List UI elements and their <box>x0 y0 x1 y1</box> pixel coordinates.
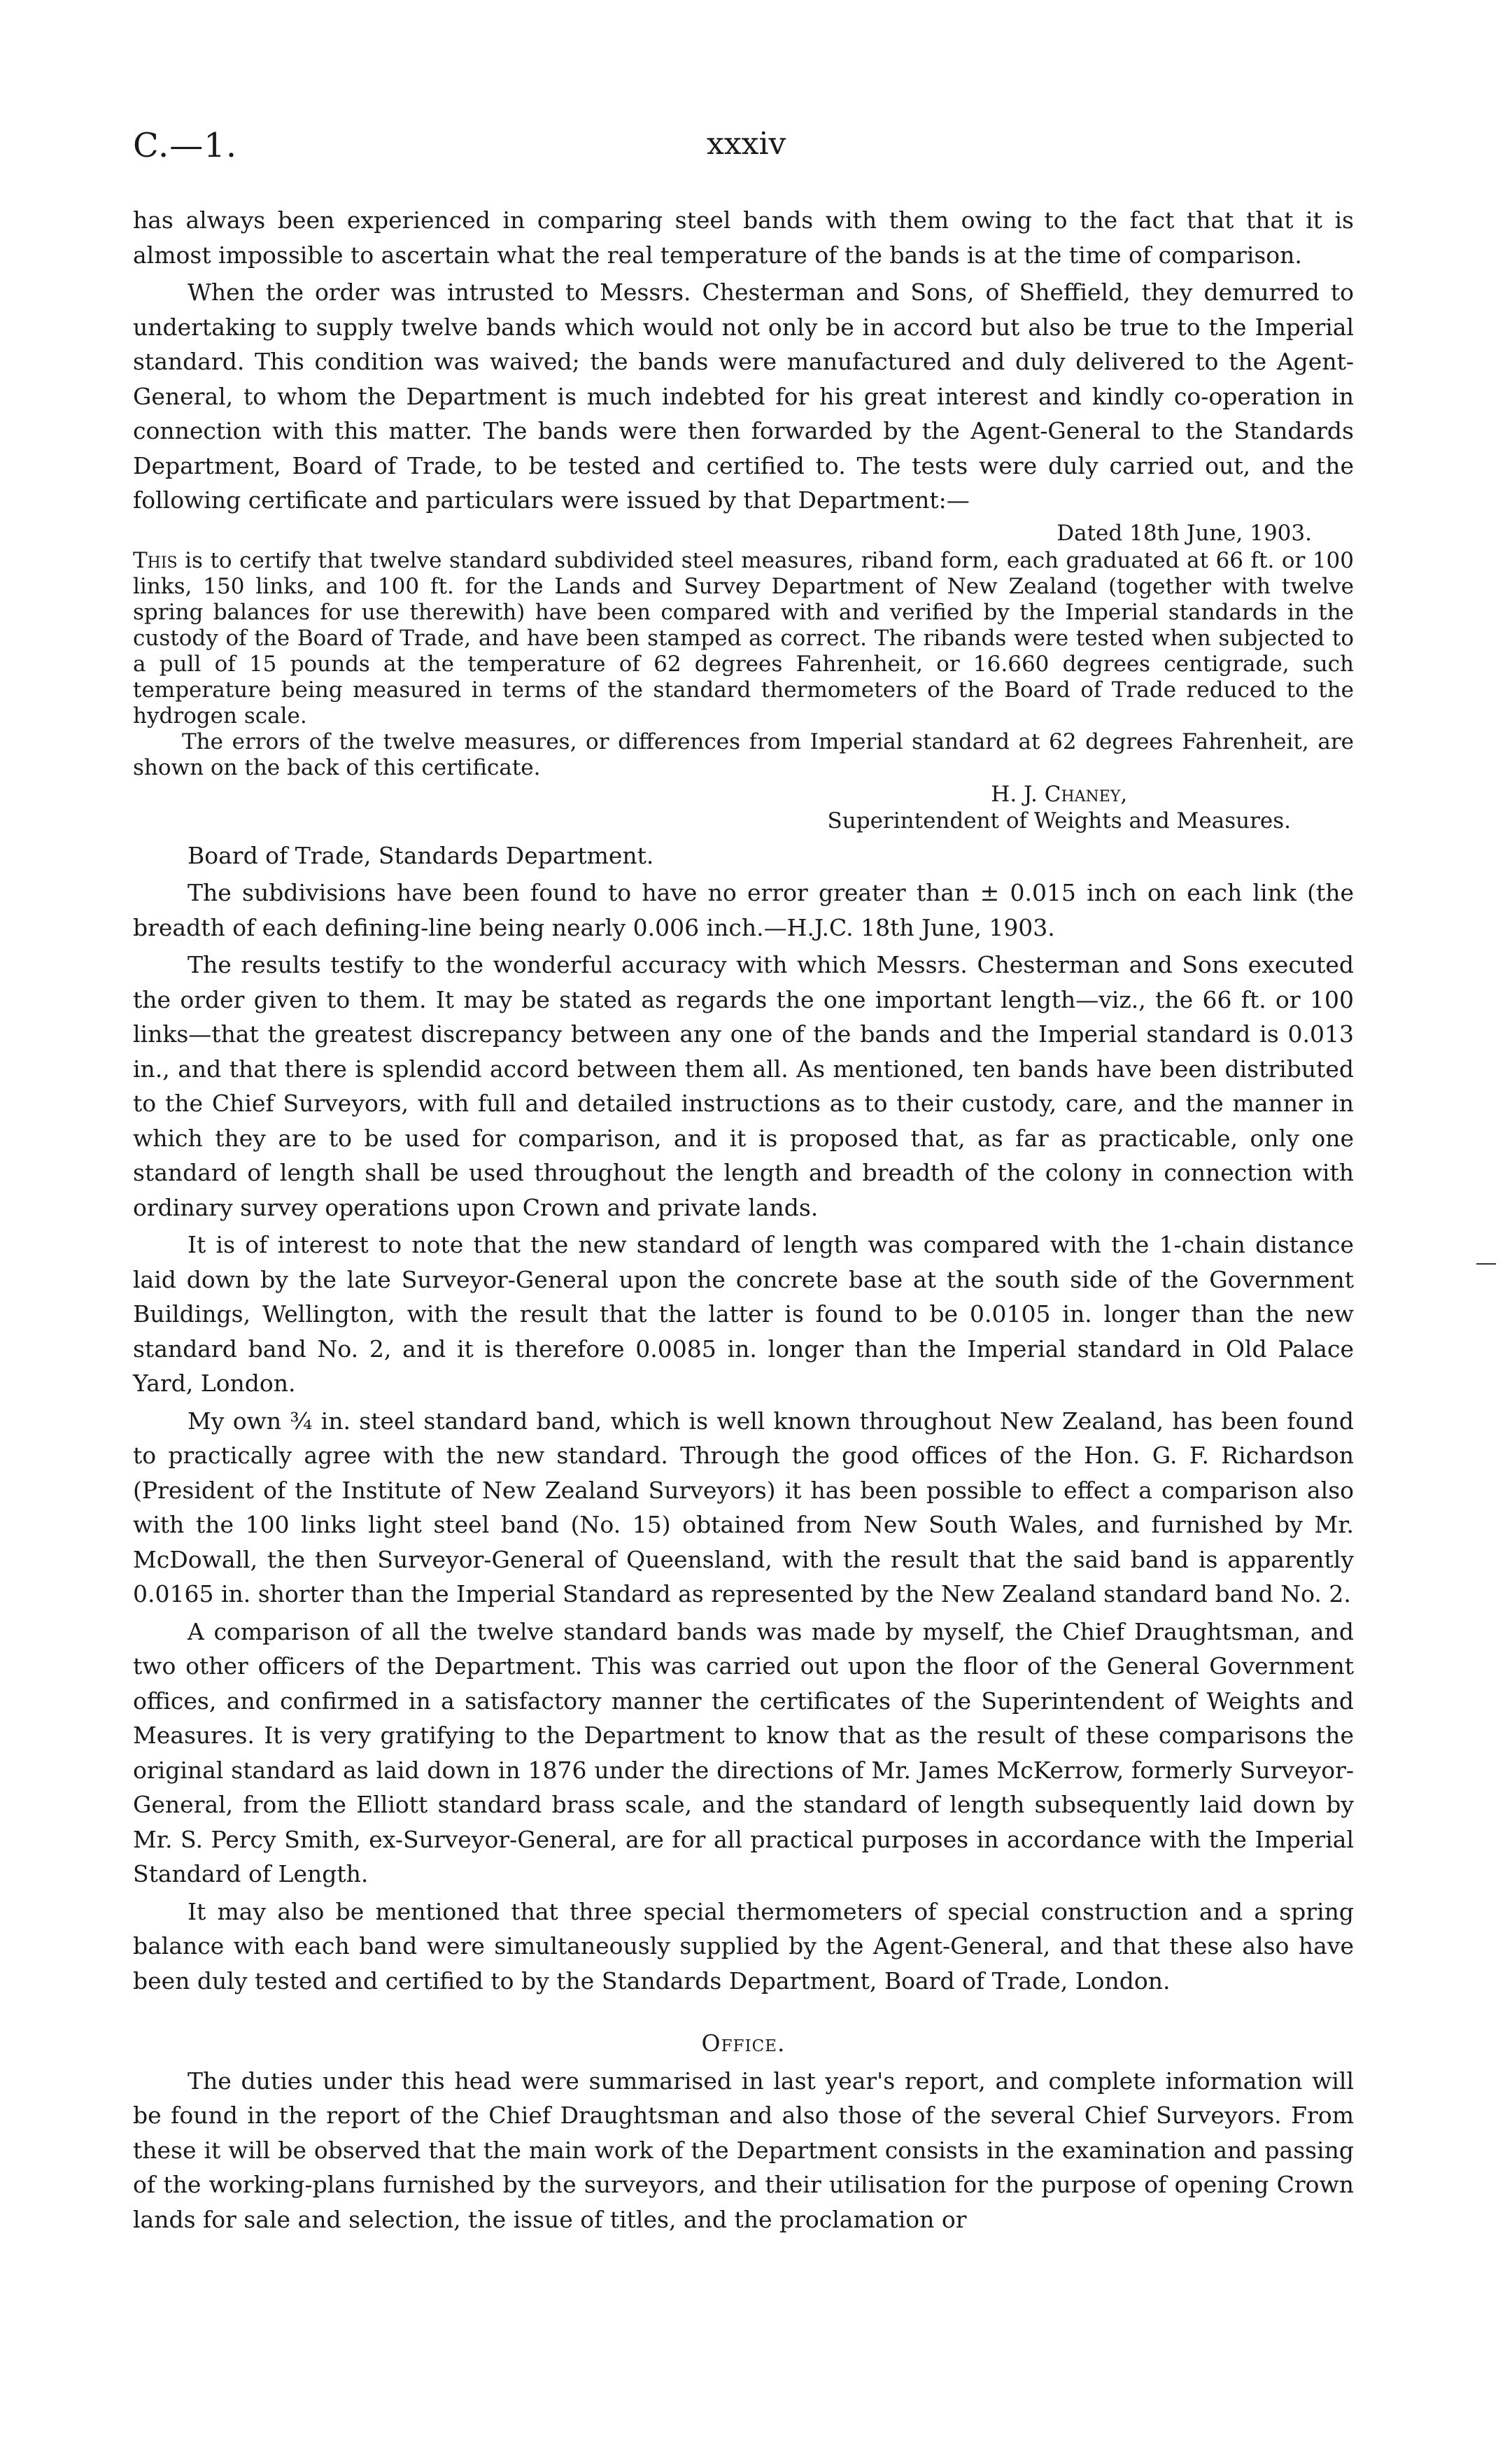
paragraph-thermometers: It may also be mentioned that three special thermometers of special construction and a spring balance with each band were simultaneously supplied by the Agent-General, and that these also have been duly tested and certified to by the Standards Department, Board of Trade, London. <box>133 1897 1354 1995</box>
page-number: xxxiv <box>707 126 786 162</box>
body-text <box>133 203 1354 2239</box>
certificate-signature <box>133 781 1354 834</box>
certificate-block <box>133 521 1354 834</box>
certificate-errors-text: The errors of the twelve measures, or differences from Imperial standard at 62 degrees Fahrenheit, are shown on the back of this certificate. <box>133 729 1354 780</box>
paragraph-results: The results testify to the wonderful accuracy with which Messrs. Chesterman and Sons executed the order given to them. It may be stated as regards the one important length—viz., the 66 ft. or 100 links—that the greatest discrepancy between any one of the bands and the Imperial standard is 0.013 in., and that there is splendid accord between them all. As mentioned, ten bands have been distributed to the Chief Surveyors, with full and detailed instructions as to their custody, care, and the manner in which they are to be used for comparison, and it is proposed that, as far as practicable, only one standard of length shall be used throughout the length and breadth of the colony in connection with ordinary survey operations upon Crown and private lands. <box>133 951 1354 1221</box>
signatory-name: H. J. Chaney, <box>991 781 1128 807</box>
certificate-text <box>133 548 1354 729</box>
paragraph-continuation: has always been experienced in comparing steel bands with them owing to the fact that that it is almost impossible to ascertain what the real temperature of the bands is at the time of comparison. <box>133 206 1354 269</box>
paragraph-office-duties: The duties under this head were summarised in last year's report, and complete information will be found in the report of the Chief Draughtsman and also those of the several Chief Surveyors. From these it will be observed that the main work of the Department consists in the examination and passing of the working-plans furnished by the surveyors, and their utilisation for the purpose of opening Crown lands for sale and selection, the issue of titles, and the proclamation or <box>133 2067 1354 2233</box>
certificate-this: This <box>133 547 178 573</box>
paragraph-twelve-bands: A comparison of all the twelve standard bands was made by myself, the Chief Draughtsman, and two other officers of the Department. This was carried out upon the floor of the General Government offices, and confirmed in a satisfactory manner the certificates of the Superintendent of Weights and Measures. It is very gratifying to the Department to know that as the result of these comparisons the original standard as laid down in 1876 under the directions of Mr. James McKerrow, formerly Surveyor-General, from the Elliott standard brass scale, and the standard of length subsequently laid down by Mr. S. Percy Smith, ex-Surveyor-General, are for all practical purposes in accordance with the Imperial Standard of Length. <box>133 1617 1354 1887</box>
section-title-office: Office. <box>701 2030 786 2057</box>
certificate-date: Dated 18th June, 1903. <box>1057 520 1312 546</box>
margin-mark <box>1476 1263 1496 1265</box>
paragraph-own-band: My own ¾ in. steel standard band, which is well known throughout New Zealand, has been found to practically agree with the new standard. Through the good offices of the Hon. G. F. Richardson (President of the Institute of New Zealand Surveyors) it has been possible to effect a comparison also with the 100 links light steel band (No. 15) obtained from New South Wales, and furnished by Mr. McDowall, the then Surveyor-General of Queensland, with the result that the said band is apparently 0.0165 in. shorter than the Imperial Standard as represented by the New Zealand standard band No. 2. <box>133 1407 1354 1608</box>
document-reference: C.—1. <box>133 126 238 165</box>
paragraph-comparison-chain: It is of interest to note that the new standard of length was compared with the 1-chain distance laid down by the late Surveyor-General upon the concrete base at the south side of the Government Buildings, Wellington, with the result that the latter is found to be 0.0105 in. longer than the new standard band No. 2, and it is therefore 0.0085 in. longer than the Imperial standard in Old Palace Yard, London. <box>133 1231 1354 1397</box>
board-of-trade-line: Board of Trade, Standards Department. <box>188 841 654 869</box>
page-header <box>133 126 1372 175</box>
signatory-title: Superintendent of Weights and Measures. <box>827 808 1291 833</box>
certificate-text-body: is to certify that twelve standard subdivided steel measures, riband form, each graduated at 66 ft. or 100 links, 150 links, and 100 ft. for the Lands and Survey Department of New Zealand (together with twelve spring balances for use therewith) have been compared with and verified by the Imperial standards in the custody of the Board of Trade, and have been stamped as correct. The ribands were tested when subjected to a pull of 15 pounds at the temperature of 62 degrees Fahrenheit, or 16.660 degrees centigrade, such temperature being measured in terms of the standard thermometers of the Board of Trade reduced to the hydrogen scale. <box>133 547 1354 729</box>
paragraph-subdivisions: The subdivisions have been found to have no error greater than ± 0.015 inch on each link (the breadth of each defining-line being nearly 0.006 inch.—H.J.C. 18th June, 1903. <box>133 879 1354 941</box>
paragraph-order: When the order was intrusted to Messrs. Chesterman and Sons, of Sheffield, they demurred to undertaking to supply twelve bands which would not only be in accord but also be true to the Imperial standard. This condition was waived; the bands were manufactured and duly delivered to the Agent-General, to whom the Department is much indebted for his great interest and kindly co-operation in connection with this matter. The bands were then forwarded by the Agent-General to the Standards Department, Board of Trade, to be tested and certified to. The tests were duly carried out, and the following certificate and particulars were issued by that Department:— <box>133 279 1354 514</box>
